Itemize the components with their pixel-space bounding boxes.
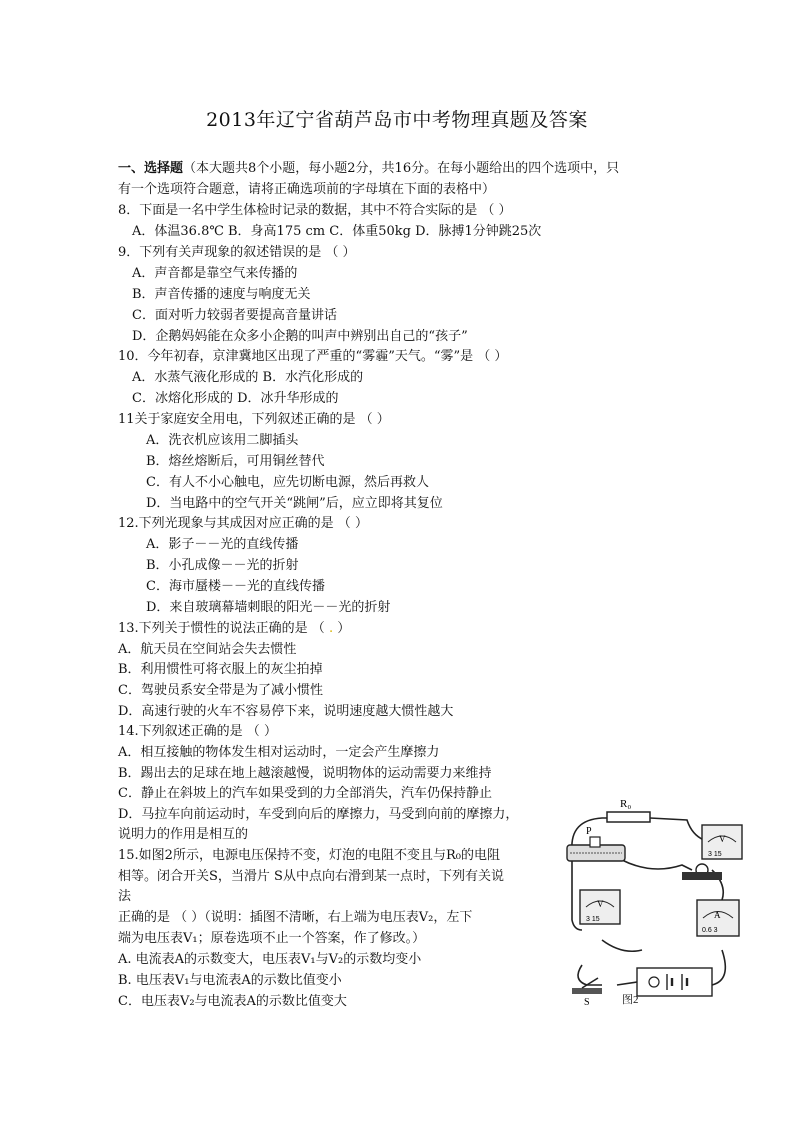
- q10-options-cd: C．冰熔化形成的 D．冰升华形成的: [132, 391, 339, 406]
- q15-stem-2: 相等。闭合开关S，当滑片 S从中点向右滑到某一点时，下列有关说: [118, 869, 504, 884]
- q15-option-c: C．电压表V₂与电流表A的示数比值变大: [118, 994, 347, 1009]
- q15-stem-5: 端为电压表V₁；原卷选项不止一个答案，作了修改。）: [118, 931, 426, 946]
- q11-option-a: A．洗衣机应该用二脚插头: [146, 433, 299, 448]
- q13-stem-dot: .: [324, 621, 334, 636]
- q14-option-d: D．马拉车向前运动时，车受到向后的摩擦力，马受到向前的摩擦力，: [118, 807, 519, 822]
- q14-option-a: A．相互接触的物体发生相对运动时，一定会产生摩擦力: [118, 745, 440, 760]
- q11-stem: 11关于家庭安全用电，下列叙述正确的是 （ ）: [118, 412, 390, 427]
- voltmeter-v2-scale: 3 15: [708, 851, 722, 858]
- circuit-diagram: [562, 790, 757, 1010]
- q10-stem: 10．今年初春，京津冀地区出现了严重的“雾霾”天气。“雾”是 （ ）: [118, 349, 508, 364]
- q15-option-a: A. 电流表A的示数变大，电压表V₁与V₂的示数均变小: [118, 952, 422, 967]
- q13-stem-text: 13.下列关于惯性的说法正确的是 （: [118, 621, 325, 636]
- label-p: P: [586, 826, 592, 837]
- wire-mid: [602, 940, 642, 951]
- section-heading: 一、选择题: [118, 161, 184, 176]
- voltmeter-v2-symbol: V: [719, 834, 726, 844]
- lamp-base: [682, 872, 722, 880]
- figure-caption: 图2: [622, 994, 639, 1006]
- q11-option-b: B．熔丝熔断后，可用铜丝替代: [146, 454, 325, 469]
- battery-box: [637, 968, 712, 996]
- voltmeter-v1-symbol: V: [597, 899, 604, 909]
- q14-option-b: B．踢出去的足球在地上越滚越慢，说明物体的运动需要力来维持: [118, 766, 492, 781]
- section-heading-line: [118, 160, 619, 178]
- q8-stem: 8．下面是一名中学生体检时记录的数据，其中不符合实际的是 （ ）: [118, 203, 512, 218]
- wire-switch-battery: [617, 982, 637, 985]
- wire-bottom-left: [578, 965, 602, 985]
- switch-base: [572, 988, 602, 994]
- section-description: （本大题共8个小题，每小题2分，共16分。在每小题给出的四个选项中，只: [183, 161, 620, 176]
- q9-option-b: B．声音传播的速度与响度无关: [132, 287, 311, 302]
- q14-stem: 14.下列叙述正确的是 （ ）: [118, 724, 277, 739]
- q8-options: A．体温36.8℃ B．身高175 cm C．体重50kg D．脉搏1分钟跳25次: [132, 224, 542, 239]
- voltmeter-v1-scale: 3 15: [586, 916, 600, 923]
- ammeter-scale: 0.6 3: [702, 927, 718, 934]
- q9-stem: 9．下列有关声现象的叙述错误的是 （ ）: [118, 245, 356, 260]
- q11-option-d: D．当电路中的空气开关“跳闸”后，应立即将其复位: [146, 496, 443, 511]
- switch-lever: [582, 978, 598, 988]
- q15-stem-1: 15.如图2所示，电源电压保持不变，灯泡的电阻不变且与R₀的电阻: [118, 848, 500, 863]
- q12-option-b: B．小孔成像－－光的折射: [146, 558, 299, 573]
- q9-option-a: A．声音都是靠空气来传播的: [132, 266, 298, 281]
- q9-option-c: C．面对听力较弱者要提高音量讲话: [132, 308, 337, 323]
- q13-option-d: D．高速行驶的火车不容易停下来，说明速度越大惯性越大: [118, 704, 454, 719]
- q13-option-c: C．驾驶员系安全带是为了减小惯性: [118, 683, 323, 698]
- q15-stem-3: 法: [118, 889, 132, 904]
- q11-option-c: C．有人不小心触电，应先切断电源，然后再救人: [146, 475, 429, 490]
- q13-option-b: B．利用惯性可将衣服上的灰尘拍掉: [118, 662, 323, 677]
- q15-stem-4: 正确的是 （ ）（说明：插图不清晰，右上端为电压表V₂，左下: [118, 910, 473, 925]
- circuit-figure: [562, 790, 757, 1010]
- page-title: 2013年辽宁省葫芦岛市中考物理真题及答案: [206, 109, 588, 131]
- q9-option-d: D．企鹅妈妈能在众多小企鹅的叫声中辨别出自己的“孩子”: [132, 329, 468, 344]
- q13-stem: [118, 620, 350, 638]
- q10-options-ab: A．水蒸气液化形成的 B．水汽化形成的: [132, 370, 364, 385]
- q13-stem-close: ）: [333, 621, 351, 636]
- q13-option-a: A．航天员在空间站会失去惯性: [118, 642, 297, 657]
- wire-bottom-right: [712, 950, 725, 985]
- resistor-r0: [607, 812, 650, 822]
- q14-option-d-cont: 说明力的作用是相互的: [118, 827, 249, 842]
- ammeter-symbol: A: [714, 910, 721, 920]
- wire-top-right: [650, 818, 704, 840]
- wire-rheostat-lamp: [622, 860, 692, 870]
- q12-option-d: D．来自玻璃幕墙刺眼的阳光－－光的折射: [146, 600, 391, 615]
- section-description-cont: 有一个选项符合题意，请将正确选项前的字母填在下面的表格中）: [118, 182, 496, 197]
- q14-option-c: C．静止在斜坡上的汽车如果受到的力全部消失，汽车仍保持静止: [118, 786, 492, 801]
- q12-option-c: C．海市蜃楼－－光的直线传播: [146, 579, 325, 594]
- q12-stem: 12.下列光现象与其成因对应正确的是 （ ）: [118, 516, 368, 531]
- label-s: S: [584, 997, 590, 1008]
- rheostat-slider: [590, 837, 600, 847]
- q15-option-b: B. 电压表V₁与电流表A的示数比值变小: [118, 973, 342, 988]
- q12-option-a: A．影子－－光的直线传播: [146, 537, 299, 552]
- label-r0: R₀: [620, 798, 632, 810]
